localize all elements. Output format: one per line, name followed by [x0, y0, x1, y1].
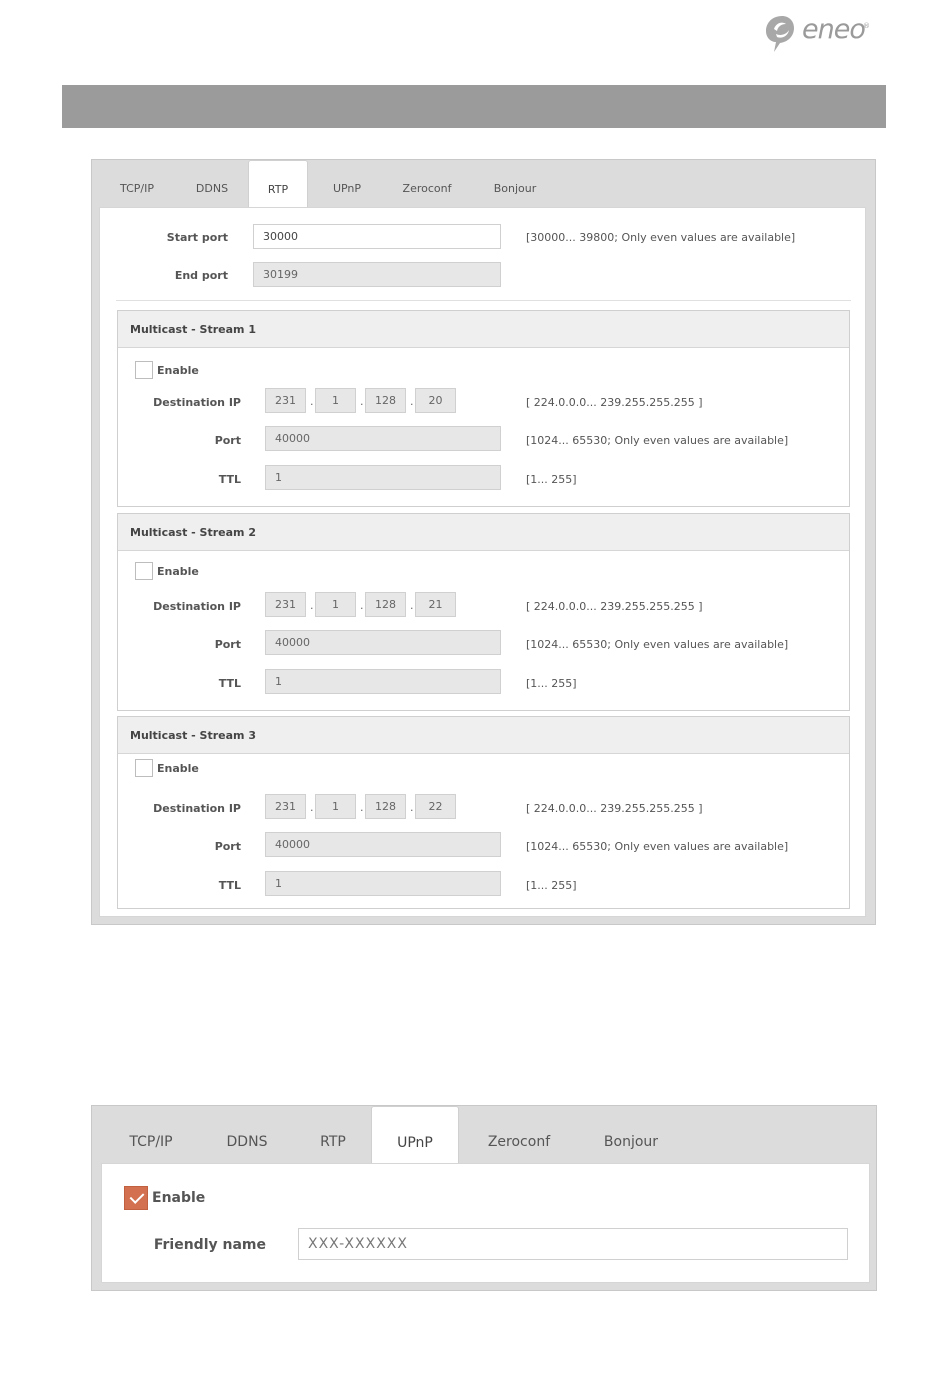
tab-bar [92, 160, 875, 208]
friendly-name-label: Friendly name [153, 1237, 266, 1253]
tab-ddns[interactable]: DDNS [226, 1134, 268, 1150]
ip-separator: . [410, 801, 414, 814]
upnp-enable-label: Enable [152, 1190, 206, 1206]
stream-1-ip-octet-3[interactable]: 128 [365, 388, 406, 413]
stream-1-ip-octet-2[interactable]: 1 [315, 388, 356, 413]
tab-zeroconf[interactable]: Zeroconf [402, 182, 452, 195]
upnp-settings-panel [91, 1105, 877, 1291]
stream-2-port-hint: [1024... 65530; Only even values are available] [526, 638, 789, 651]
tab-tcpip[interactable]: TCP/IP [129, 1134, 173, 1150]
start-port-input[interactable]: 30000 [253, 224, 501, 249]
rtp-content [99, 207, 866, 917]
stream-3-ip-octet-1[interactable]: 231 [265, 794, 306, 819]
stream-1-port-input[interactable]: 40000 [265, 426, 501, 451]
stream-1-title: Multicast - Stream 1 [118, 311, 849, 348]
tab-upnp[interactable]: UPnP [371, 1106, 459, 1164]
stream-1-dest-label: Destination IP [153, 396, 241, 409]
stream-2-ttl-label: TTL [218, 677, 241, 690]
header-bar [62, 85, 886, 128]
stream-1-ttl-hint: [1... 255] [526, 473, 577, 486]
ip-separator: . [410, 395, 414, 408]
ip-separator: . [310, 395, 314, 408]
ip-separator: . [360, 599, 364, 612]
multicast-stream-2 [117, 513, 850, 711]
stream-2-title: Multicast - Stream 2 [118, 514, 849, 551]
stream-2-ttl-input[interactable]: 1 [265, 669, 501, 694]
ip-separator: . [410, 599, 414, 612]
friendly-name-input[interactable]: XXX-XXXXXX [298, 1228, 848, 1260]
stream-3-enable-label: Enable [157, 762, 199, 775]
tab-upnp[interactable]: UPnP [332, 182, 362, 195]
stream-2-port-input[interactable]: 40000 [265, 630, 501, 655]
end-port-label: End port [174, 269, 228, 282]
tab-tcpip[interactable]: TCP/IP [120, 182, 154, 195]
multicast-stream-1 [117, 310, 850, 507]
stream-2-port-label: Port [214, 638, 241, 651]
stream-3-port-hint: [1024... 65530; Only even values are available] [526, 840, 789, 853]
brand-registered: ® [863, 22, 870, 30]
stream-2-ip-octet-2[interactable]: 1 [315, 592, 356, 617]
stream-3-port-label: Port [214, 840, 241, 853]
stream-3-ip-hint: [ 224.0.0.0... 239.255.255.255 ] [526, 802, 703, 815]
stream-1-ttl-input[interactable]: 1 [265, 465, 501, 490]
stream-3-dest-label: Destination IP [153, 802, 241, 815]
start-port-hint: [30000... 39800; Only even values are available] [526, 231, 796, 244]
stream-3-port-input[interactable]: 40000 [265, 832, 501, 857]
stream-3-ttl-label: TTL [218, 879, 241, 892]
stream-2-enable-checkbox[interactable] [135, 562, 153, 580]
tab-zeroconf[interactable]: Zeroconf [487, 1134, 551, 1150]
stream-2-dest-label: Destination IP [153, 600, 241, 613]
stream-1-ip-octet-1[interactable]: 231 [265, 388, 306, 413]
stream-2-ip-octet-1[interactable]: 231 [265, 592, 306, 617]
tab-bonjour[interactable]: Bonjour [603, 1134, 659, 1150]
stream-1-ip-octet-4[interactable]: 20 [415, 388, 456, 413]
start-port-label: Start port [166, 231, 228, 244]
stream-1-enable-label: Enable [157, 364, 199, 377]
tab-ddns[interactable]: DDNS [195, 182, 229, 195]
stream-3-title: Multicast - Stream 3 [118, 717, 849, 754]
divider [116, 300, 851, 301]
stream-1-ip-hint: [ 224.0.0.0... 239.255.255.255 ] [526, 396, 703, 409]
ip-separator: . [360, 395, 364, 408]
end-port-input: 30199 [253, 262, 501, 287]
stream-3-ip-octet-3[interactable]: 128 [365, 794, 406, 819]
ip-separator: . [310, 801, 314, 814]
upnp-enable-checkbox[interactable] [124, 1186, 148, 1210]
brand-name: eneo [802, 14, 865, 45]
stream-3-enable-checkbox[interactable] [135, 759, 153, 777]
stream-2-ip-hint: [ 224.0.0.0... 239.255.255.255 ] [526, 600, 703, 613]
eneo-logo-icon [762, 12, 802, 56]
rtp-settings-panel [91, 159, 876, 925]
stream-3-ttl-input[interactable]: 1 [265, 871, 501, 896]
stream-1-port-hint: [1024... 65530; Only even values are available] [526, 434, 789, 447]
tab-bar [92, 1106, 876, 1154]
stream-1-port-label: Port [214, 434, 241, 447]
ip-separator: . [310, 599, 314, 612]
stream-2-ttl-hint: [1... 255] [526, 677, 577, 690]
upnp-content [101, 1163, 870, 1283]
stream-2-ip-octet-3[interactable]: 128 [365, 592, 406, 617]
stream-1-enable-checkbox[interactable] [135, 361, 153, 379]
multicast-stream-3 [117, 716, 850, 909]
ip-separator: . [360, 801, 364, 814]
stream-3-ip-octet-2[interactable]: 1 [315, 794, 356, 819]
stream-3-ip-octet-4[interactable]: 22 [415, 794, 456, 819]
stream-1-ttl-label: TTL [218, 473, 241, 486]
tab-rtp[interactable]: RTP [320, 1134, 346, 1150]
tab-rtp[interactable]: RTP [248, 160, 308, 208]
stream-2-enable-label: Enable [157, 565, 199, 578]
eneo-logo [762, 12, 872, 56]
stream-3-ttl-hint: [1... 255] [526, 879, 577, 892]
tab-bonjour[interactable]: Bonjour [493, 182, 537, 195]
stream-2-ip-octet-4[interactable]: 21 [415, 592, 456, 617]
